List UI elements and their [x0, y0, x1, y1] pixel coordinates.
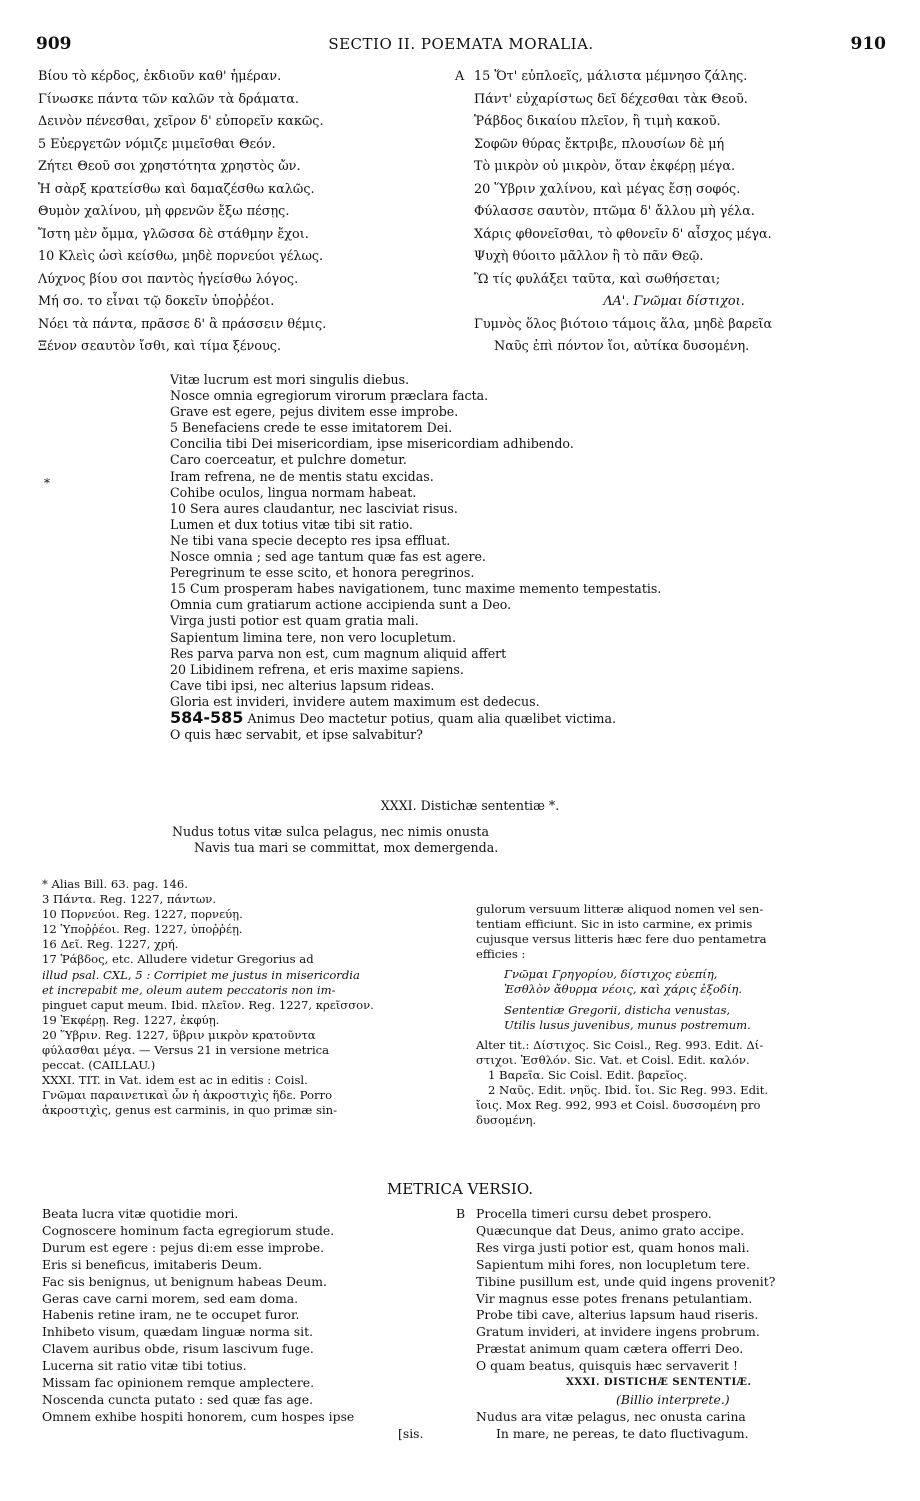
latin-line: Peregrinum te esse scito, et honora peregrinos. [170, 565, 475, 581]
greek-line: Ῥάβδος δικαίου πλεῖον, ἢ τιμὴ κακοῦ. [474, 114, 721, 129]
note-line: 10 Πορνεύοι. Reg. 1227, πορνεύῃ. [42, 907, 243, 922]
greek-line: Τὸ μικρὸν οὐ μικρὸν, ὅταν ἐκφέρῃ μέγα. [474, 159, 736, 174]
note-line: cujusque versus litteris hæc fere duo pentametra [476, 932, 767, 947]
greek-line: Ἴστη μὲν ὄμμα, γλῶσσα δὲ στάθμην ἔχοι. [38, 226, 309, 242]
greek-line: Νόει τὰ πάντα, πρᾶσσε δ' ἃ πράσσειν θέμις. [38, 316, 327, 332]
note-line: 12 Ὑποῤῥέοι. Reg. 1227, ὑποῤῥέῃ. [42, 922, 243, 937]
note-line: φύλασθαι μέγα. — Versus 21 in versione metrica [42, 1043, 330, 1058]
greek-line: Μή σο. το εἶναι τῷ δοκεῖν ὑποῤῥέοι. [38, 294, 275, 309]
verse-line: Res virga justi potior est, quam honos mali. [476, 1239, 750, 1255]
verse-line: Procella timeri cursu debet prospero. [476, 1206, 712, 1221]
greek-line: Θυμὸν χαλίνου, μὴ φρενῶν ἔξω πέσῃς. [38, 204, 290, 219]
note-line: tentiam efficiunt. Sic in isto carmine, ex primis [476, 917, 753, 932]
verse-line: Gratum invideri, at invidere ingens probrum. [476, 1324, 760, 1340]
greek-line: Πάντ' εὐχαρίστως δεῖ δέχεσθαι τὰκ Θεοῦ. [474, 91, 748, 107]
verse-line: Durum est egere : pejus di:em esse improbe. [42, 1239, 325, 1255]
page-header [36, 34, 886, 56]
latin-line: 5 Benefaciens crede te esse imitatorem Dei. [170, 420, 453, 436]
latin-line: Concilia tibi Dei misericordiam, ipse misericordiam adhibendo. [170, 436, 574, 452]
verse-line: Vir magnus esse potes frenans petulantiam. [476, 1290, 753, 1306]
note-line: 20 Ὕβριν. Reg. 1227, ὕβριν μικρὸν κρατοῦντα [42, 1027, 316, 1042]
latin-line: Iram refrena, ne de mentis statu excidas. [170, 468, 434, 484]
latin-line: Caro coerceatur, et pulchre dometur. [170, 452, 407, 468]
verse-line-tail: [sis. [398, 1425, 424, 1441]
greek-line: 5 Εὐεργετῶν νόμιζε μιμεῖσθαι Θεόν. [38, 136, 276, 152]
verse-line: Præstat animum quam cætera offerri Deo. [476, 1341, 744, 1357]
latin-line: Res parva parva non est, cum magnum aliquid affert [170, 645, 507, 661]
notes-left [42, 877, 374, 1119]
metrica-left [42, 1206, 423, 1443]
note-line: illud psal. CXL, 5 : Corripiet me justus in misericordia [42, 967, 360, 982]
note-line: στιχοι. Ἐσθλόν. Sic. Vat. et Coisl. Edit. καλόν. [476, 1052, 750, 1067]
latin-line: Nosce omnia egregiorum virorum præclara facta. [170, 388, 489, 404]
note-line: Utilis lusus juvenibus, munus postremum. [504, 1017, 751, 1032]
verse-line: Eris si beneficus, imitaberis Deum. [42, 1256, 262, 1272]
note-line: Sententiæ Gregorii, disticha venustas, [504, 1002, 731, 1017]
latin-line: Gloria est invideri, invidere autem maximum est dedecus. [170, 693, 540, 709]
metrica-title: METRICA VERSIO. [386, 1180, 534, 1198]
note-line: 1 Βαρεῖα. Sic Coisl. Edit. βαρεῖος. [488, 1067, 688, 1082]
note-line: gulorum versuum litteræ aliquod nomen vel sen- [476, 902, 764, 916]
verse-line: Lucerna sit ratio vitæ tibi totius. [42, 1358, 247, 1374]
greek-line: Χάρις φθονεῖσθαι, τὸ φθονεῖν δ' αἶσχος μέγα. [474, 226, 772, 242]
page-number-left: 909 [36, 34, 72, 54]
verse-line: Inhibeto visum, quædam linguæ norma sit. [42, 1324, 314, 1340]
notes-right [476, 902, 768, 1128]
section-heading-text: XXXI. Distichæ sententiæ *. [380, 798, 560, 813]
latin-line: 20 Libidinem refrena, et eris maxime sapiens. [170, 661, 464, 677]
verse-line: Clavem auribus obde, risum lascivum fuge. [42, 1341, 314, 1357]
note-line: 19 Ἐκφέρῃ. Reg. 1227, ἐκφύῃ. [42, 1012, 220, 1027]
latin-section-heading [170, 798, 770, 814]
latin-line: 10 Sera aures claudantur, nec lasciviat risus. [170, 500, 458, 516]
greek-text-right [474, 66, 874, 359]
greek-text-left [38, 66, 326, 359]
verse-line: Probe tibi cave, alterius lapsum haud riseris. [476, 1307, 759, 1323]
note-line: 3 Πάντα. Reg. 1227, πάντων. [42, 892, 217, 907]
footnote-star: * [44, 476, 50, 490]
verse-line: O quam beatus, quisquis hæc servaverit ! [476, 1358, 738, 1374]
verse-line: Sapientum mihi fores, non locupletum tere. [476, 1256, 750, 1272]
greek-line: Ζήτει Θεοῦ σοι χρηστότητα χρηστὸς ὤν. [38, 159, 301, 174]
note-line: Alter tit.: Δίστιχος. Sic Coisl., Reg. 993. Edit. Δί- [476, 1037, 764, 1052]
greek-line: Ξένον σεαυτὸν ἴσθι, καὶ τίμα ξένους. [38, 339, 282, 354]
latin-line: Cohibe oculos, lingua normam habeat. [170, 484, 417, 500]
margin-marker-a: A [455, 69, 465, 84]
verse-line: Habenis retine iram, ne te occupet furor. [42, 1307, 300, 1323]
latin-line: Nudus totus vitæ sulca pelagus, nec nimis onusta [172, 824, 489, 839]
distich-latin [172, 824, 498, 856]
latin-line: Virga justi potior est quam gratia mali. [170, 613, 419, 629]
note-line: XXXI. TIT. in Vat. idem est ac in editis : Coisl. [42, 1073, 308, 1088]
latin-line: Ne tibi vana specie decepto res ipsa effluat. [170, 532, 451, 548]
verse-line: Omnem exhibe hospiti honorem, cum hospes ipse [42, 1408, 355, 1424]
latin-line: Nosce omnia ; sed age tantum quæ fas est agere. [170, 549, 486, 565]
verse-line: In mare, ne pereas, te dato fluctivagum. [496, 1425, 749, 1441]
latin-line: Omnia cum gratiarum actione accipienda sunt a Deo. [170, 597, 512, 613]
running-title: SECTIO II. POEMATA MORALIA. [328, 35, 594, 53]
greek-line: 10 Κλεὶς ὠσὶ κείσθω, μηδὲ πορνεύοι γέλως. [38, 249, 324, 264]
margin-marker-b: B [456, 1206, 466, 1221]
page-number-right: 910 [850, 34, 886, 54]
note-line: 2 Ναῦς. Edit. νηῦς. Ibid. ἴοι. Sic Reg. 993. Edit. [488, 1083, 769, 1098]
note-line: et increpabit me, oleum autem peccatoris non im- [42, 982, 336, 997]
greek-line: Σοφῶν θύρας ἔκτριβε, πλουσίων δὲ μή [474, 136, 725, 152]
column-reference-number: 584-585 [170, 707, 244, 727]
latin-line: Grave est egere, pejus divitem esse improbe. [170, 404, 459, 420]
greek-line: Φύλασσε σαυτὸν, πτῶμα δ' ἄλλου μὴ γέλα. [474, 204, 755, 219]
latin-line: Navis tua mari se committat, mox demergenda. [194, 840, 499, 855]
note-line: ἀκροστιχὶς, genus est carminis, in quo primæ sin- [42, 1103, 338, 1118]
latin-line-with-ref [170, 707, 661, 727]
note-line: 17 Ῥάβδος, etc. Alludere videtur Gregorius ad [42, 952, 314, 967]
verse-line: Geras cave carni morem, sed eam doma. [42, 1290, 299, 1306]
greek-line: Ναῦς ἐπὶ πόντον ἴοι, αὐτίκα δυσομένη. [494, 339, 750, 354]
greek-line: Ψυχὴ θύοιτο μᾶλλον ἢ τὸ πᾶν Θεῷ. [474, 249, 704, 264]
note-line: Ἐσθλὸν ἄθυρμα νέοις, καὶ χάρις ἐξοδίη. [504, 982, 743, 997]
note-line: peccat. (CAILLAU.) [42, 1058, 156, 1073]
note-line: 16 Δεῖ. Reg. 1227, χρή. [42, 937, 179, 952]
latin-line: Sapientum limina tere, non vero locupletum. [170, 629, 456, 645]
verse-line: Tibine pusillum est, unde quid ingens provenit? [476, 1273, 776, 1289]
greek-line: Γίνωσκε πάντα τῶν καλῶν τὰ δράματα. [38, 91, 299, 107]
latin-line: O quis hæc servabit, et ipse salvabitur? [170, 727, 423, 743]
greek-line: Ἡ σὰρξ κρατείσθω καὶ δαμαζέσθω καλῶς. [38, 181, 315, 197]
verse-line: Quæcunque dat Deus, animo grato accipe. [476, 1222, 745, 1238]
note-line: δυσομένη. [476, 1113, 537, 1128]
latin-line: 15 Cum prosperam habes navigationem, tunc maxime memento tempestatis. [170, 581, 662, 597]
verse-line: Fac sis benignus, ut benignum habeas Deum. [42, 1273, 327, 1289]
greek-line: 15 Ὅτ' εὐπλοεῖς, μάλιστα μέμνησο ζάλης. [474, 69, 748, 84]
note-line: Γνῶμαι Γρηγορίου, δίστιχος εὐεπίη, [504, 967, 718, 982]
latin-translation [170, 372, 661, 743]
greek-section-heading: ΛΑ'. Γνῶμαι δίστιχοι. [603, 294, 745, 309]
note-line: Γνῶμαι παραινετικαὶ ὧν ἡ ἀκροστιχὶς ἥδε. Porro [42, 1088, 333, 1103]
greek-line: Γυμνὸς ὅλος βιότοιο τάμοις ἅλα, μηδὲ βαρεῖα [474, 316, 773, 332]
greek-line: Βίου τὸ κέρδος, ἐκδιοῦν καθ' ἡμέραν. [38, 69, 282, 84]
metrica-section-heading: XXXI. DISTICHÆ SENTENTIÆ. [566, 1377, 752, 1389]
metrica-section-subheading: (Billio interprete.) [616, 1391, 730, 1407]
greek-line: Λύχνος βίου σοι παντὸς ἡγείσθω λόγος. [38, 271, 299, 287]
verse-line: Missam fac opinionem remque amplectere. [42, 1375, 315, 1391]
greek-line: Ὢ τίς φυλάξει ταῦτα, καὶ σωθήσεται; [474, 271, 721, 287]
latin-line: Cave tibi ipsi, nec alterius lapsum rideas. [170, 677, 435, 693]
greek-line: Δεινὸν πένεσθαι, χεῖρον δ' εὐπορεῖν κακῶς. [38, 114, 324, 129]
metrica-right [476, 1206, 775, 1443]
note-line: pinguet caput meum. Ibid. πλεῖον. Reg. 1227, κρεῖσσον. [42, 997, 374, 1012]
latin-line: Animus Deo mactetur potius, quam alia quælibet victima. [247, 710, 616, 726]
verse-line: Beata lucra vitæ quotidie mori. [42, 1206, 239, 1221]
note-line: efficies : [476, 947, 526, 962]
verse-line: Nudus ara vitæ pelagus, nec onusta carina [476, 1408, 746, 1424]
note-line: ἴοις. Mox Reg. 992, 993 et Coisl. δυσσομένη pro [476, 1098, 761, 1113]
latin-line: Lumen et dux totius vitæ tibi sit ratio. [170, 516, 413, 532]
greek-line: 20 Ὕβριν χαλίνου, καὶ μέγας ἔσῃ σοφός. [474, 181, 741, 197]
verse-line: Cognoscere hominum facta egregiorum stude. [42, 1222, 335, 1238]
note-line: * Alias Bill. 63. pag. 146. [42, 877, 188, 891]
latin-line: Vitæ lucrum est mori singulis diebus. [170, 372, 410, 387]
verse-line: Noscenda cuncta putato : sed quæ fas age. [42, 1391, 314, 1407]
